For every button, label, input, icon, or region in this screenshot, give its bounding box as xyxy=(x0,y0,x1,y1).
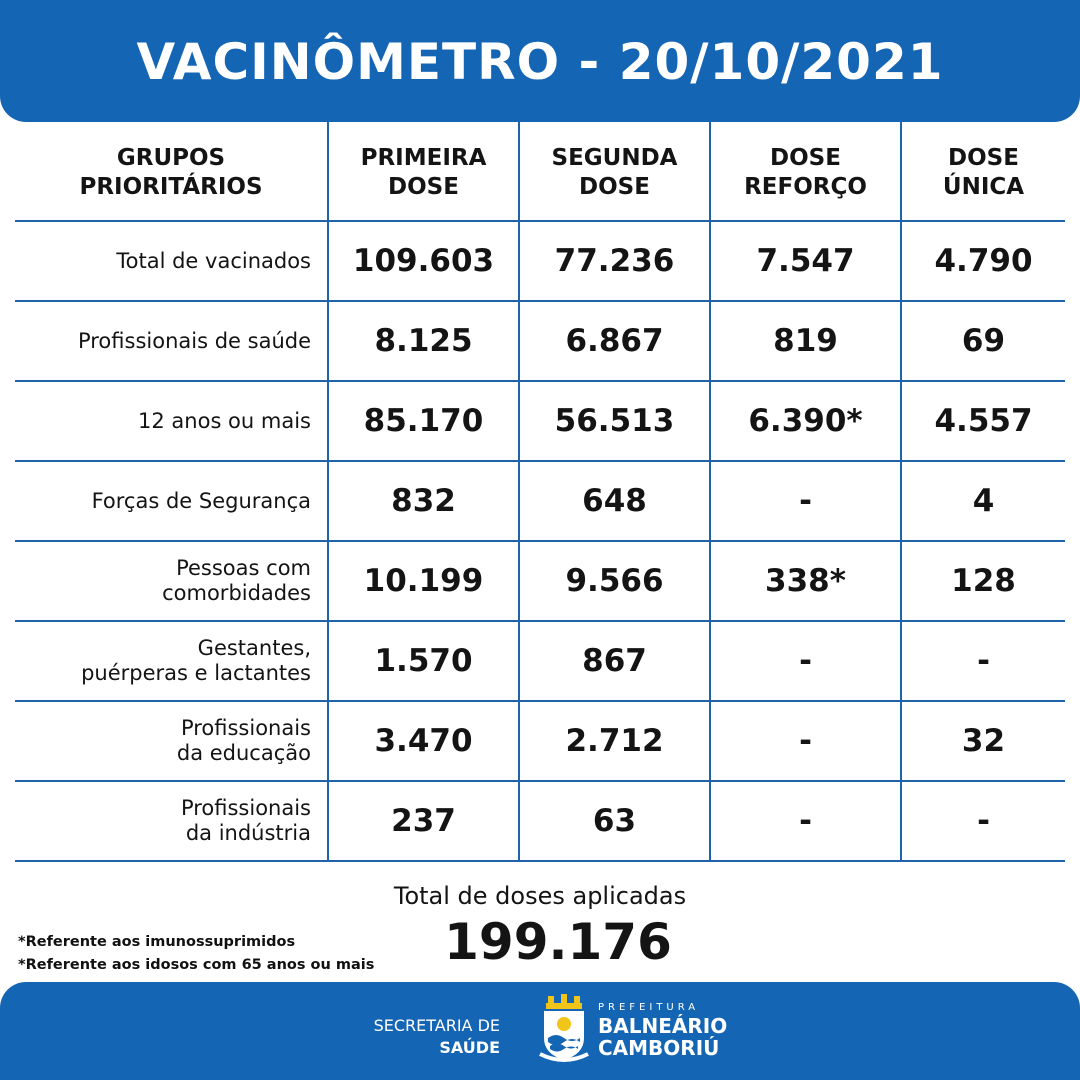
value-cell: 7.547 xyxy=(711,222,902,302)
page-title: VACINÔMETRO - 20/10/2021 xyxy=(136,33,944,91)
cell-text-line: DOSE xyxy=(579,174,650,200)
cell-text-line: PRIORITÁRIOS xyxy=(79,174,263,200)
value-cell: 4 xyxy=(902,462,1065,542)
column-header-text xyxy=(552,144,678,202)
city-name-line2: CAMBORIÚ xyxy=(598,1036,720,1060)
value-cell: 4.557 xyxy=(902,382,1065,462)
row-label xyxy=(15,542,329,622)
row-label xyxy=(15,782,329,862)
city-crest-icon xyxy=(538,994,590,1064)
row-label-text xyxy=(177,716,311,766)
column-header xyxy=(520,122,711,222)
value-cell: - xyxy=(711,622,902,702)
row-label xyxy=(15,382,329,462)
value-cell: 1.570 xyxy=(329,622,520,702)
value-cell: 128 xyxy=(902,542,1065,622)
cell-text-line: da educação xyxy=(176,741,311,765)
value-cell: 56.513 xyxy=(520,382,711,462)
header-bar xyxy=(0,0,1080,122)
value-cell: 32 xyxy=(902,702,1065,782)
value-cell: 6.390* xyxy=(711,382,902,462)
row-label xyxy=(15,222,329,302)
cell-text-line: Profissionais xyxy=(180,796,311,820)
cell-text-line: da indústria xyxy=(185,821,311,845)
row-label xyxy=(15,302,329,382)
row-label-text xyxy=(81,636,311,686)
value-cell: 4.790 xyxy=(902,222,1065,302)
cell-text-line: puérperas e lactantes xyxy=(81,661,311,685)
value-cell: 832 xyxy=(329,462,520,542)
value-cell: 77.236 xyxy=(520,222,711,302)
column-header xyxy=(902,122,1065,222)
cell-text-line: DOSE xyxy=(948,145,1019,171)
value-cell: 109.603 xyxy=(329,222,520,302)
value-cell: 338* xyxy=(711,542,902,622)
value-cell: - xyxy=(711,782,902,862)
row-label-text xyxy=(78,329,311,354)
column-header xyxy=(329,122,520,222)
column-header-text xyxy=(943,144,1024,202)
cell-text-line: Pessoas com xyxy=(176,556,311,580)
value-cell: 63 xyxy=(520,782,711,862)
cell-text-line: comorbidades xyxy=(162,581,311,605)
value-cell: 2.712 xyxy=(520,702,711,782)
value-cell: 867 xyxy=(520,622,711,702)
value-cell: 819 xyxy=(711,302,902,382)
cell-text-line: SEGUNDA xyxy=(551,145,678,171)
row-label-text xyxy=(92,489,311,514)
value-cell: 6.867 xyxy=(520,302,711,382)
column-header xyxy=(15,122,329,222)
value-cell: 8.125 xyxy=(329,302,520,382)
total-doses-value: 199.176 xyxy=(444,913,672,971)
row-label xyxy=(15,622,329,702)
value-cell: - xyxy=(902,622,1065,702)
saude-label: SAÚDE xyxy=(439,1038,500,1057)
value-cell: 648 xyxy=(520,462,711,542)
cell-text-line: PRIMEIRA xyxy=(360,145,487,171)
city-name-line1: BALNEÁRIO xyxy=(598,1014,728,1038)
value-cell: - xyxy=(902,782,1065,862)
row-label-text xyxy=(162,556,311,606)
cell-text-line: DOSE xyxy=(388,174,459,200)
column-header xyxy=(711,122,902,222)
value-cell: 10.199 xyxy=(329,542,520,622)
cell-text-line: Total de vacinados xyxy=(116,248,311,273)
value-cell: 69 xyxy=(902,302,1065,382)
value-cell: 9.566 xyxy=(520,542,711,622)
cell-text-line: Profissionais de saúde xyxy=(77,328,311,353)
row-label xyxy=(15,462,329,542)
cell-text-line: GRUPOS xyxy=(116,145,226,171)
value-cell: - xyxy=(711,702,902,782)
cell-text-line: ÚNICA xyxy=(942,174,1025,200)
cell-text-line: REFORÇO xyxy=(744,174,867,200)
total-doses-label: Total de doses aplicadas xyxy=(393,882,687,910)
secretaria-label: SECRETARIA DE xyxy=(373,1016,500,1035)
cell-text-line: Forças de Segurança xyxy=(91,488,311,513)
value-cell: - xyxy=(711,462,902,542)
cell-text-line: Gestantes, xyxy=(197,636,311,660)
row-label-text xyxy=(116,249,311,274)
cell-text-line: DOSE xyxy=(770,145,841,171)
column-header-text xyxy=(361,144,487,202)
row-label xyxy=(15,702,329,782)
value-cell: 3.470 xyxy=(329,702,520,782)
column-header-text xyxy=(744,144,867,202)
value-cell: 85.170 xyxy=(329,382,520,462)
footnote-elderly: *Referente aos idosos com 65 anos ou mais xyxy=(18,957,375,973)
row-label-text xyxy=(138,409,311,434)
prefeitura-label: PREFEITURA xyxy=(598,1002,700,1013)
column-header-text xyxy=(79,144,262,202)
row-label-text xyxy=(181,796,311,846)
vaccination-table xyxy=(15,122,1065,862)
footnote-immunosuppressed: *Referente aos imunossuprimidos xyxy=(18,934,296,950)
cell-text-line: 12 anos ou mais xyxy=(138,408,311,433)
cell-text-line: Profissionais xyxy=(180,716,311,740)
value-cell: 237 xyxy=(329,782,520,862)
